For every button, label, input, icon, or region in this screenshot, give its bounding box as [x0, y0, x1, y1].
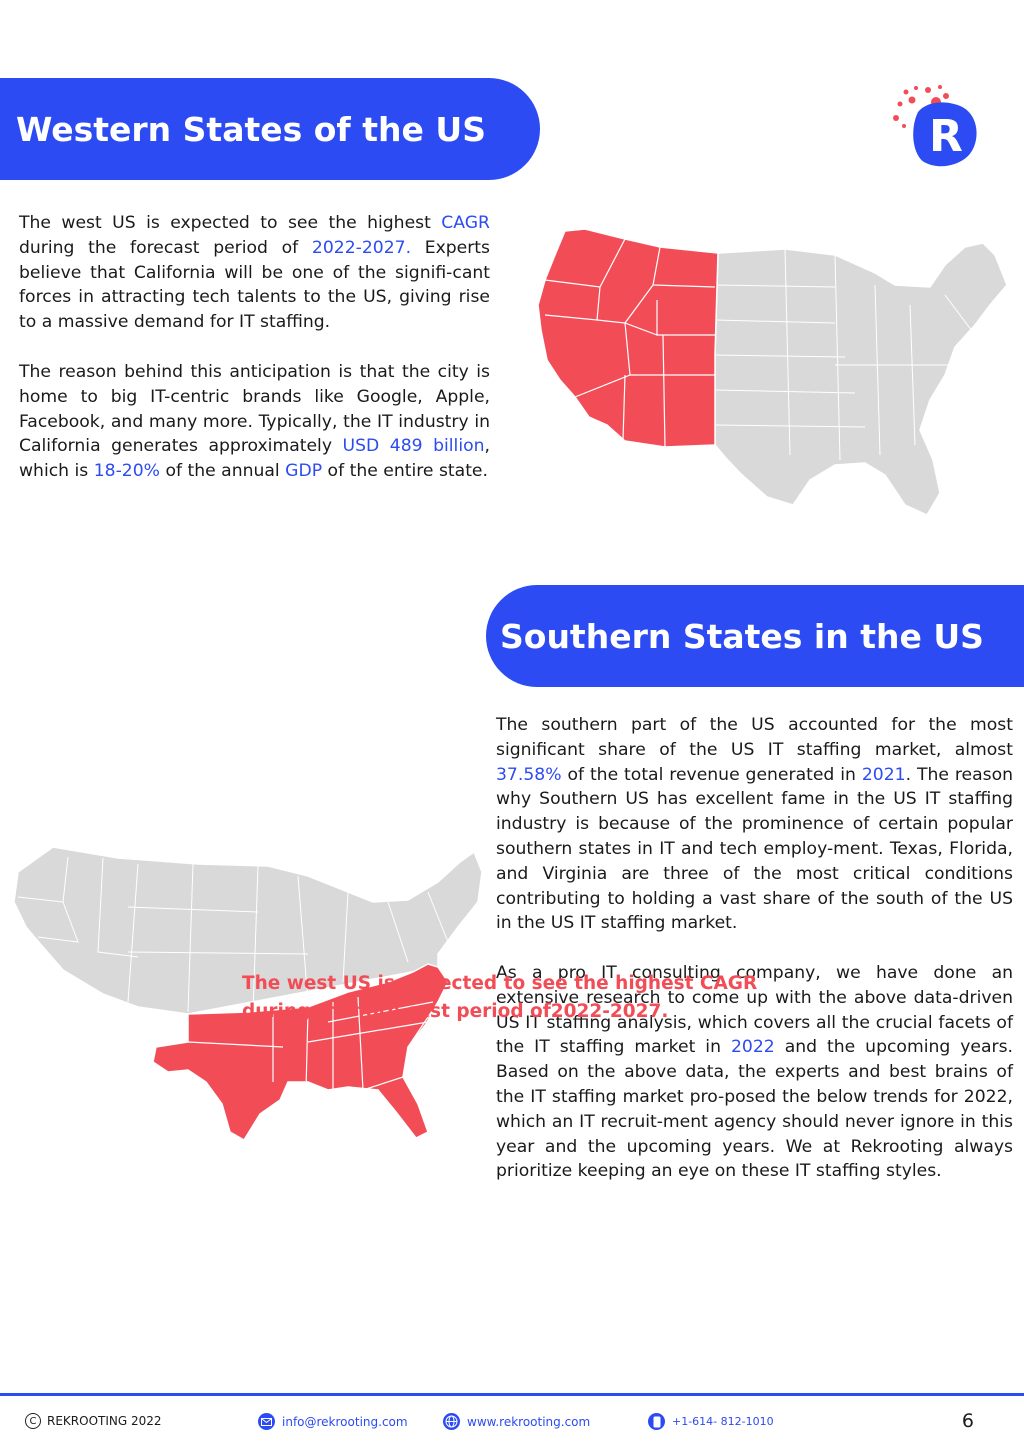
footer-website-text[interactable]: www.rekrooting.com	[467, 1414, 591, 1429]
map-gray-states	[715, 243, 1007, 515]
footer-phone-text[interactable]: +1-614- 812-1010	[672, 1415, 774, 1428]
footer-divider	[0, 1393, 1024, 1396]
southern-paragraph-1: The southern part of the US accounted for the most significant share of the US IT staffing market, almost 37.58% of the total revenue generated in 2021. The reason why Southern US has excellent fame in the US IT staffing industry is because of the prominence of certain popular southern states in IT and tech employ-ment. Texas, Florida, and Virginia are three of the most critical conditions contributing to holding a vast share of the south of the US in the US IT staffing market.	[496, 715, 1013, 934]
phone-icon	[648, 1413, 665, 1430]
footer	[0, 1410, 1024, 1436]
copyright-icon: C	[25, 1413, 41, 1429]
rekrooting-logo	[888, 82, 984, 178]
globe-icon	[443, 1413, 460, 1430]
footer-copyright	[25, 1413, 162, 1429]
callout-text: The west US is expected to see the highest CAGR during the fore cast period of2022-2027.	[242, 973, 758, 1022]
mail-icon	[258, 1413, 275, 1430]
footer-email[interactable]	[258, 1413, 408, 1430]
logo-letter: R	[929, 111, 963, 162]
western-states-banner	[0, 78, 540, 180]
footer-copyright-text: REKROOTING 2022	[47, 1414, 162, 1428]
southern-states-title: Southern States in the US	[500, 616, 984, 656]
western-paragraph-2: The reason behind this anticipation is that the city is home to big IT-centric brands like Google, Apple, Facebook, and many more. Typically, the IT industry in California generates approximately USD 489 billion, which is 18-20% of the annual GDP of the entire state.	[19, 362, 490, 482]
southern-states-banner	[486, 585, 1024, 687]
southern-paragraph-2: As a pro IT consulting company, we have done an extensive research to come up with the above data-driven US IT staffing analysis, which covers all the crucial facets of the IT staffing market in 2022 and the upcoming years. Based on the above data, the experts and best brains of the IT staffing market pro-posed the below trends for 2022, which an IT recruit-ment agency should never ignore in this year and the upcoming years. We at Rekrooting always prioritize keeping an eye on these IT staffing styles.	[496, 963, 1014, 1182]
page-number: 6	[961, 1410, 974, 1432]
footer-website[interactable]	[443, 1413, 590, 1430]
footer-email-text[interactable]: info@rekrooting.com	[282, 1414, 408, 1429]
us-map-western-highlight	[535, 225, 1010, 520]
map-western-states	[538, 229, 718, 447]
western-states-title: Western States of the US	[16, 109, 486, 149]
western-paragraph-1: The west US is expected to see the highest CAGR during the forecast period of 2022-2027. Experts believe that California will be one of the signifi-cant forces in attracting tech talents to the US, giving rise to a massive demand for IT staffing.	[19, 213, 491, 333]
footer-phone[interactable]	[648, 1413, 774, 1430]
